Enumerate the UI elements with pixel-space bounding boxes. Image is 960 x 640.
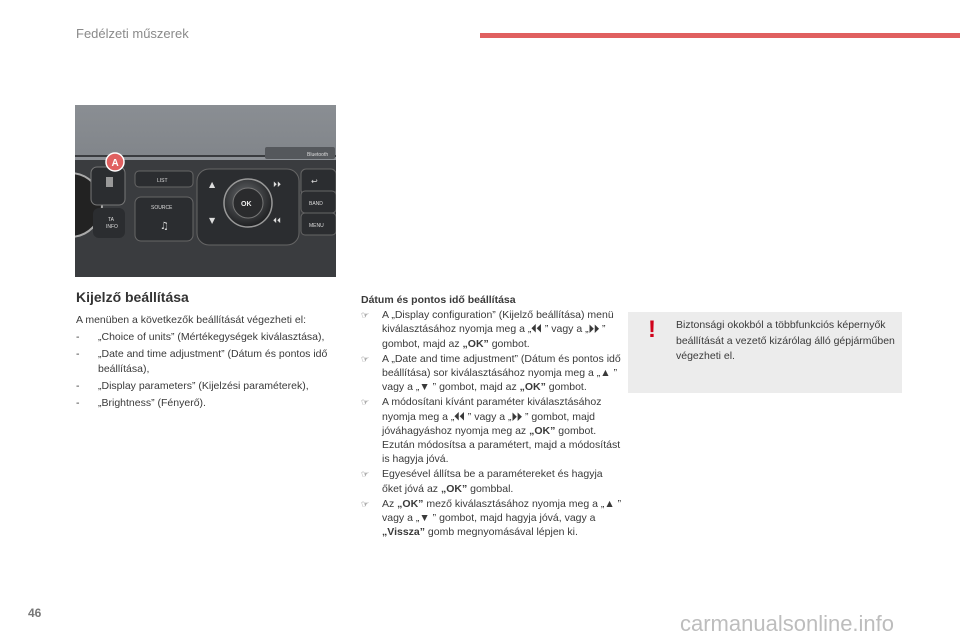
rewind-icon: ⏴⏴ xyxy=(454,410,465,423)
step-item: ☞ A „Display configuration” (Kijelző beállítása) menü kiválasztásához nyomja meg a „⏴⏴ ” vagy a „⏵⏵ ” gombot, majd az „OK” gombot. xyxy=(361,309,614,350)
list-item: - „Brightness” (Fényerő). xyxy=(76,396,346,411)
step-item: ☞ A módosítani kívánt paraméter kiválasztásához nyomja meg a „⏴⏴ ” vagy a „⏵⏵ ” gombot, majd jóváhagyáshoz nyomja meg az „OK” gombot. Ezután módosítsa a paramétert, majd a módosítást is hagyja jóvá. xyxy=(361,396,621,466)
procedure-column xyxy=(361,293,623,540)
safety-note xyxy=(628,312,902,393)
svg-text:▼: ▼ xyxy=(209,216,216,225)
section-title: Fedélzeti műszerek xyxy=(76,26,189,41)
svg-text:⏵⏵: ⏵⏵ xyxy=(273,180,281,189)
pointing-hand-icon: ☞ xyxy=(361,469,370,480)
pointing-hand-icon: ☞ xyxy=(361,498,370,509)
rewind-icon: ⏴⏴ xyxy=(531,323,542,336)
safety-note-text: Biztonsági okokból a többfunkciós képernyők beállítását a vezető kizárólag álló gépjárműben végezheti el. xyxy=(676,319,895,362)
info-label: INFO xyxy=(106,224,118,230)
band-button-label: BAND xyxy=(309,201,323,207)
list-item: - „Date and time adjustment” (Dátum és pontos idő beállítása), xyxy=(76,347,346,377)
list-item: - „Choice of units” (Mértékegységek kiválasztása), xyxy=(76,330,346,345)
source-button-label: SOURCE xyxy=(151,205,173,211)
svg-text:⏴⏴: ⏴⏴ xyxy=(273,216,281,225)
up-arrow-icon: ▲ xyxy=(604,497,615,510)
warning-icon: ! xyxy=(648,316,656,343)
svg-text:↩: ↩ xyxy=(311,177,318,186)
pointing-hand-icon: ☞ xyxy=(361,353,370,364)
menu-options-list xyxy=(76,330,346,411)
procedure-title: Dátum és pontos idő beállítása xyxy=(361,294,516,306)
ok-knob-label: OK xyxy=(241,201,252,208)
list-item: - „Display parameters” (Kijelzési paraméterek), xyxy=(76,379,346,394)
section-heading: Kijelző beállítása xyxy=(76,289,189,305)
page-number: 46 xyxy=(28,606,42,620)
menu-button-label: MENU xyxy=(309,223,324,229)
fast-forward-icon: ⏵⏵ xyxy=(588,323,600,336)
step-item: ☞ Az „OK” mező kiválasztásához nyomja meg a „▲ ” vagy a „▼ ” gombot, majd hagyja jóvá, vagy a „Vissza” gomb megnyomásával lépjen ki. xyxy=(361,497,622,539)
ta-label: TA xyxy=(108,217,115,223)
down-arrow-icon: ▼ xyxy=(419,381,430,394)
fast-forward-icon: ⏵⏵ xyxy=(511,410,523,423)
intro-text: A menüben a következők beállítását végezheti el: xyxy=(76,314,306,326)
pointing-hand-icon: ☞ xyxy=(361,397,370,408)
callout-a-label: A xyxy=(111,158,119,169)
svg-text:♫: ♫ xyxy=(160,221,169,232)
step-item: ☞ A „Date and time adjustment” (Dátum és pontos idő beállítása) sor kiválasztásához nyomja meg a „▲ ” vagy a „▼ ” gombot, majd az „OK” gombot. xyxy=(361,352,621,394)
down-arrow-icon: ▼ xyxy=(419,512,430,525)
bluetooth-label: Bluetooth xyxy=(307,152,329,158)
intro-block xyxy=(76,313,346,413)
control-panel-photo xyxy=(75,105,336,277)
procedure-steps xyxy=(361,308,623,539)
pointing-hand-icon: ☞ xyxy=(361,310,370,321)
watermark: carmanualsonline.info xyxy=(680,611,895,636)
step-item: ☞ Egyesével állítsa be a paramétereket és hagyja őket jóvá az „OK” gombbal. xyxy=(361,468,603,495)
svg-text:▲: ▲ xyxy=(209,180,216,189)
list-button-label: LIST xyxy=(157,178,168,184)
header-accent-bar xyxy=(480,33,960,38)
up-arrow-icon: ▲ xyxy=(600,367,611,380)
